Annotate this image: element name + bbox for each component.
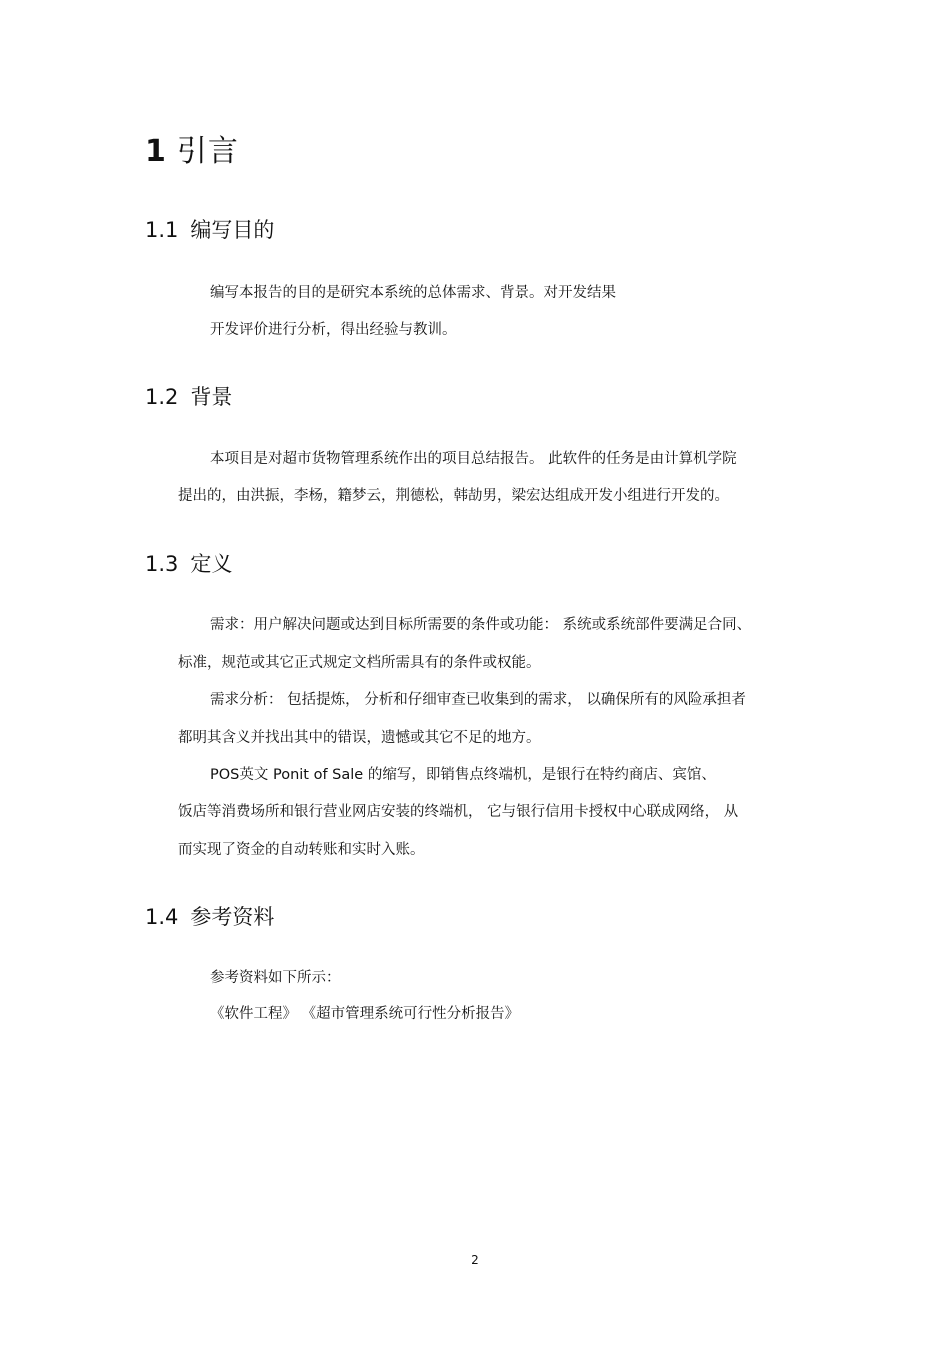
section-number: 1.2 bbox=[145, 385, 179, 409]
chapter-number: 1 bbox=[145, 134, 167, 169]
paragraph-line: 都明其含义并找出其中的错误，遗憾或其它不足的地方。 bbox=[178, 730, 541, 746]
paragraph-line: 而实现了资金的自动转账和实时入账。 bbox=[178, 842, 425, 858]
paragraph-line: 提出的，由洪振，李杨，籍梦云，荆德松，韩劼男，梁宏达组成开发小组进行开发的。 bbox=[178, 488, 729, 504]
chapter-title bbox=[145, 132, 239, 172]
paragraph-line: 饭店等消费场所和银行营业网店安装的终端机， 它与银行信用卡授权中心联成网络， 从 bbox=[178, 804, 739, 820]
section-title-1-2 bbox=[145, 382, 232, 412]
section-title-1-1 bbox=[145, 215, 274, 245]
paragraph-line: POS英文 Ponit of Sale 的缩写，即销售点终端机，是银行在特约商店、宾馆、 bbox=[210, 767, 716, 783]
section-title-text: 定义 bbox=[190, 552, 233, 576]
paragraph-line: 需求：用户解决问题或达到目标所需要的条件或功能： 系统或系统部件要满足合同、 bbox=[210, 617, 752, 633]
paragraph-line: 需求分析： 包括提炼， 分析和仔细审查已收集到的需求， 以确保所有的风险承担者 bbox=[210, 692, 746, 708]
paragraph-line: 参考资料如下所示： bbox=[210, 970, 341, 986]
section-number: 1.3 bbox=[145, 552, 179, 576]
section-number: 1.1 bbox=[145, 218, 179, 242]
paragraph-line: 编写本报告的目的是研究本系统的总体需求、背景。对开发结果 bbox=[210, 285, 616, 301]
section-number: 1.4 bbox=[145, 905, 179, 929]
paragraph-line: 开发评价进行分析，得出经验与教训。 bbox=[210, 322, 457, 338]
section-title-text: 背景 bbox=[190, 385, 233, 409]
section-title-1-4 bbox=[145, 902, 274, 932]
section-title-1-3 bbox=[145, 549, 232, 579]
section-title-text: 编写目的 bbox=[190, 218, 275, 242]
reference-list: 《软件工程》 《超市管理系统可行性分析报告》 bbox=[210, 1006, 520, 1022]
section-title-text: 参考资料 bbox=[190, 905, 275, 929]
paragraph-line: 标准，规范或其它正式规定文档所需具有的条件或权能。 bbox=[178, 655, 541, 671]
chapter-title-text: 引言 bbox=[176, 134, 239, 169]
paragraph-line: 本项目是对超市货物管理系统作出的项目总结报告。 此软件的任务是由计算机学院 bbox=[210, 451, 737, 467]
page-number: 2 bbox=[471, 1253, 479, 1267]
